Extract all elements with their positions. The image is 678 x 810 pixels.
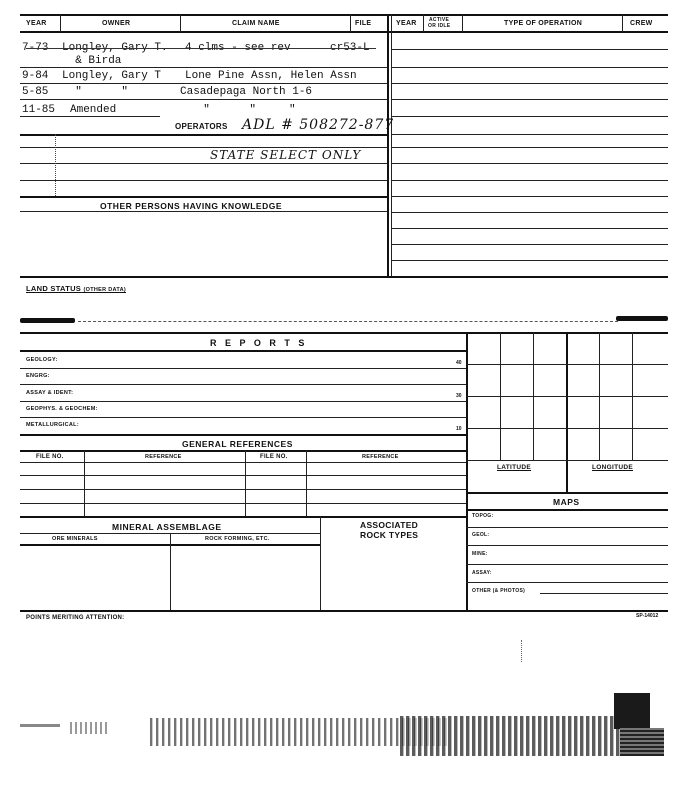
divider: [306, 450, 307, 516]
scan-smear: [620, 728, 664, 756]
maps-title-rule: [466, 509, 668, 511]
grid-line: [466, 428, 668, 429]
reports-top-rule: [20, 332, 668, 334]
header-top-rule: [20, 14, 668, 16]
reports-title: R E P O R T S: [210, 338, 308, 348]
divider: [622, 14, 623, 32]
row-rule: [20, 211, 388, 212]
divider: [55, 134, 56, 196]
map-assay: ASSAY:: [472, 570, 492, 576]
owner-row-claim: Lone Pine Assn, Helen Assn: [185, 70, 357, 82]
row-rule: [391, 147, 668, 148]
map-geol: GEOL:: [472, 532, 490, 538]
report-code: 40: [456, 360, 462, 366]
reports-right-divider: [466, 332, 468, 610]
other-persons-top-rule: [20, 196, 388, 198]
row-rule: [391, 83, 668, 84]
map-mine: MINE:: [472, 551, 488, 557]
row-rule: [391, 260, 668, 261]
general-references-title: GENERAL REFERENCES: [182, 439, 293, 449]
map-topog: TOPOG:: [472, 513, 494, 519]
row-rule: [391, 134, 668, 135]
operators-rule: [20, 134, 388, 136]
operators-label: OPERATORS: [175, 122, 228, 131]
col-header-owner: OWNER: [102, 20, 131, 27]
gr-col-reference-2: REFERENCE: [362, 454, 399, 460]
maps-top-rule: [466, 492, 668, 494]
row-rule: [20, 67, 388, 68]
points-meriting-attention-label: POINTS MERITING ATTENTION:: [26, 615, 125, 621]
owner-row-year: 9-84: [22, 70, 49, 82]
row-rule: [20, 384, 466, 385]
form-number: SP-14012: [636, 613, 659, 619]
row-rule: [78, 321, 618, 322]
row-rule: [391, 49, 668, 50]
map-other: OTHER (& PHOTOS): [472, 588, 526, 594]
owner-row-year: 11-85: [22, 104, 56, 116]
state-select-handwritten: STATE SELECT ONLY: [210, 148, 362, 162]
land-status-label: LAND STATUS (OTHER DATA): [26, 284, 126, 293]
row-rule: [391, 196, 668, 197]
owner-row-owner: Longley, Gary T.: [62, 42, 168, 54]
divider: [245, 450, 246, 516]
row-rule: [466, 582, 668, 583]
divider: [170, 533, 171, 610]
row-rule: [540, 593, 668, 594]
grid-line: [466, 364, 668, 365]
grid-line: [466, 396, 668, 397]
ore-minerals-label: ORE MINERALS: [52, 536, 98, 542]
divider: [423, 14, 424, 32]
row-rule: [20, 83, 388, 84]
col-header-type-of-operation: TYPE OF OPERATION: [504, 20, 583, 27]
owner-row-owner: Longley, Gary T: [62, 70, 162, 82]
row-rule: [391, 212, 668, 213]
row-rule: [20, 401, 466, 402]
report-geophys: GEOPHYS. & GEOCHEM:: [26, 406, 98, 412]
col-header-year-2: YEAR: [396, 20, 417, 27]
row-rule: [391, 244, 668, 245]
col-header-year: YEAR: [26, 20, 47, 27]
operators-handwritten: ADL # 508272-877: [242, 117, 395, 133]
col-header-active: ACTIVE: [429, 17, 450, 23]
scan-mark: [20, 318, 75, 323]
report-code: 10: [456, 426, 462, 432]
owner-row-claim: Casadepaga North 1-6: [180, 86, 313, 98]
owner-row-owner: Amended: [70, 104, 117, 116]
report-assay: ASSAY & IDENT:: [26, 390, 74, 396]
scan-mark: [521, 640, 522, 662]
report-metallurgical: METALLURGICAL:: [26, 422, 79, 428]
row-rule: [391, 180, 668, 181]
row-rule: [466, 564, 668, 565]
col-header-crew: CREW: [630, 20, 653, 27]
col-header-or-idle: OR IDLE: [428, 23, 451, 29]
row-rule: [391, 163, 668, 164]
row-rule: [20, 116, 160, 117]
row-rule: [20, 99, 388, 100]
divider: [84, 450, 85, 516]
col-header-claim-name: CLAIM NAME: [232, 20, 280, 27]
other-persons-label: OTHER PERSONS HAVING KNOWLEDGE: [100, 201, 283, 211]
row-rule: [20, 503, 466, 504]
bottom-rule: [20, 610, 668, 612]
owner-row-file: cr53-L: [330, 42, 370, 54]
divider: [180, 14, 181, 32]
row-rule: [20, 180, 388, 181]
strike-through: [26, 48, 376, 49]
row-rule: [391, 228, 668, 229]
scan-mark: [616, 316, 668, 321]
owner-row-claim: 4 clms - see rev: [185, 42, 291, 54]
owner-row-claim: " " ": [190, 104, 296, 116]
row-rule: [20, 462, 466, 463]
reports-bottom-rule: [20, 434, 466, 436]
owner-row-owner: " ": [62, 86, 129, 98]
longitude-label: LONGITUDE: [592, 464, 633, 471]
latitude-label: LATITUDE: [497, 464, 532, 471]
mineral-assemblage-title: MINERAL ASSEMBLAGE: [112, 522, 222, 532]
scan-smear: [20, 724, 60, 727]
scan-smear: [70, 722, 110, 734]
upper-section-bottom-rule: [20, 276, 668, 278]
row-rule: [20, 368, 466, 369]
gr-col-file-no: FILE NO.: [36, 454, 64, 460]
row-rule: [466, 545, 668, 546]
report-code: 30: [456, 393, 462, 399]
divider: [60, 14, 61, 32]
report-geology: GEOLOGY:: [26, 357, 58, 363]
row-rule: [391, 116, 668, 117]
row-rule: [20, 163, 388, 164]
report-engrg: ENGRG:: [26, 373, 50, 379]
grid-line: [466, 460, 668, 461]
owner-row-year: 5-85: [22, 86, 49, 98]
divider: [350, 14, 351, 32]
general-references-rule: [20, 450, 466, 452]
main-divider: [387, 14, 389, 276]
header-bottom-rule: [20, 31, 668, 33]
main-divider-inner: [391, 14, 392, 276]
divider: [320, 516, 321, 610]
row-rule: [466, 527, 668, 528]
row-rule: [20, 489, 466, 490]
gr-col-reference: REFERENCE: [145, 454, 182, 460]
associated-rock-types-2: ROCK TYPES: [360, 530, 419, 540]
col-header-file: FILE: [355, 20, 372, 27]
rock-forming-label: ROCK FORMING, ETC.: [205, 536, 270, 542]
reports-title-rule: [20, 350, 466, 352]
row-rule: [391, 99, 668, 100]
owner-row-owner: & Birda: [62, 55, 122, 67]
associated-rock-types-1: ASSOCIATED: [360, 520, 419, 530]
row-rule: [20, 417, 466, 418]
grid-line: [566, 332, 568, 492]
row-rule: [20, 475, 466, 476]
scan-mark: [614, 693, 650, 729]
divider: [462, 14, 463, 32]
owner-row-year: 7-73: [22, 42, 49, 54]
maps-title: MAPS: [553, 497, 580, 507]
gr-col-file-no-2: FILE NO.: [260, 454, 288, 460]
row-rule: [391, 67, 668, 68]
scan-smear: [400, 716, 620, 756]
gr-bottom-rule: [20, 516, 466, 518]
